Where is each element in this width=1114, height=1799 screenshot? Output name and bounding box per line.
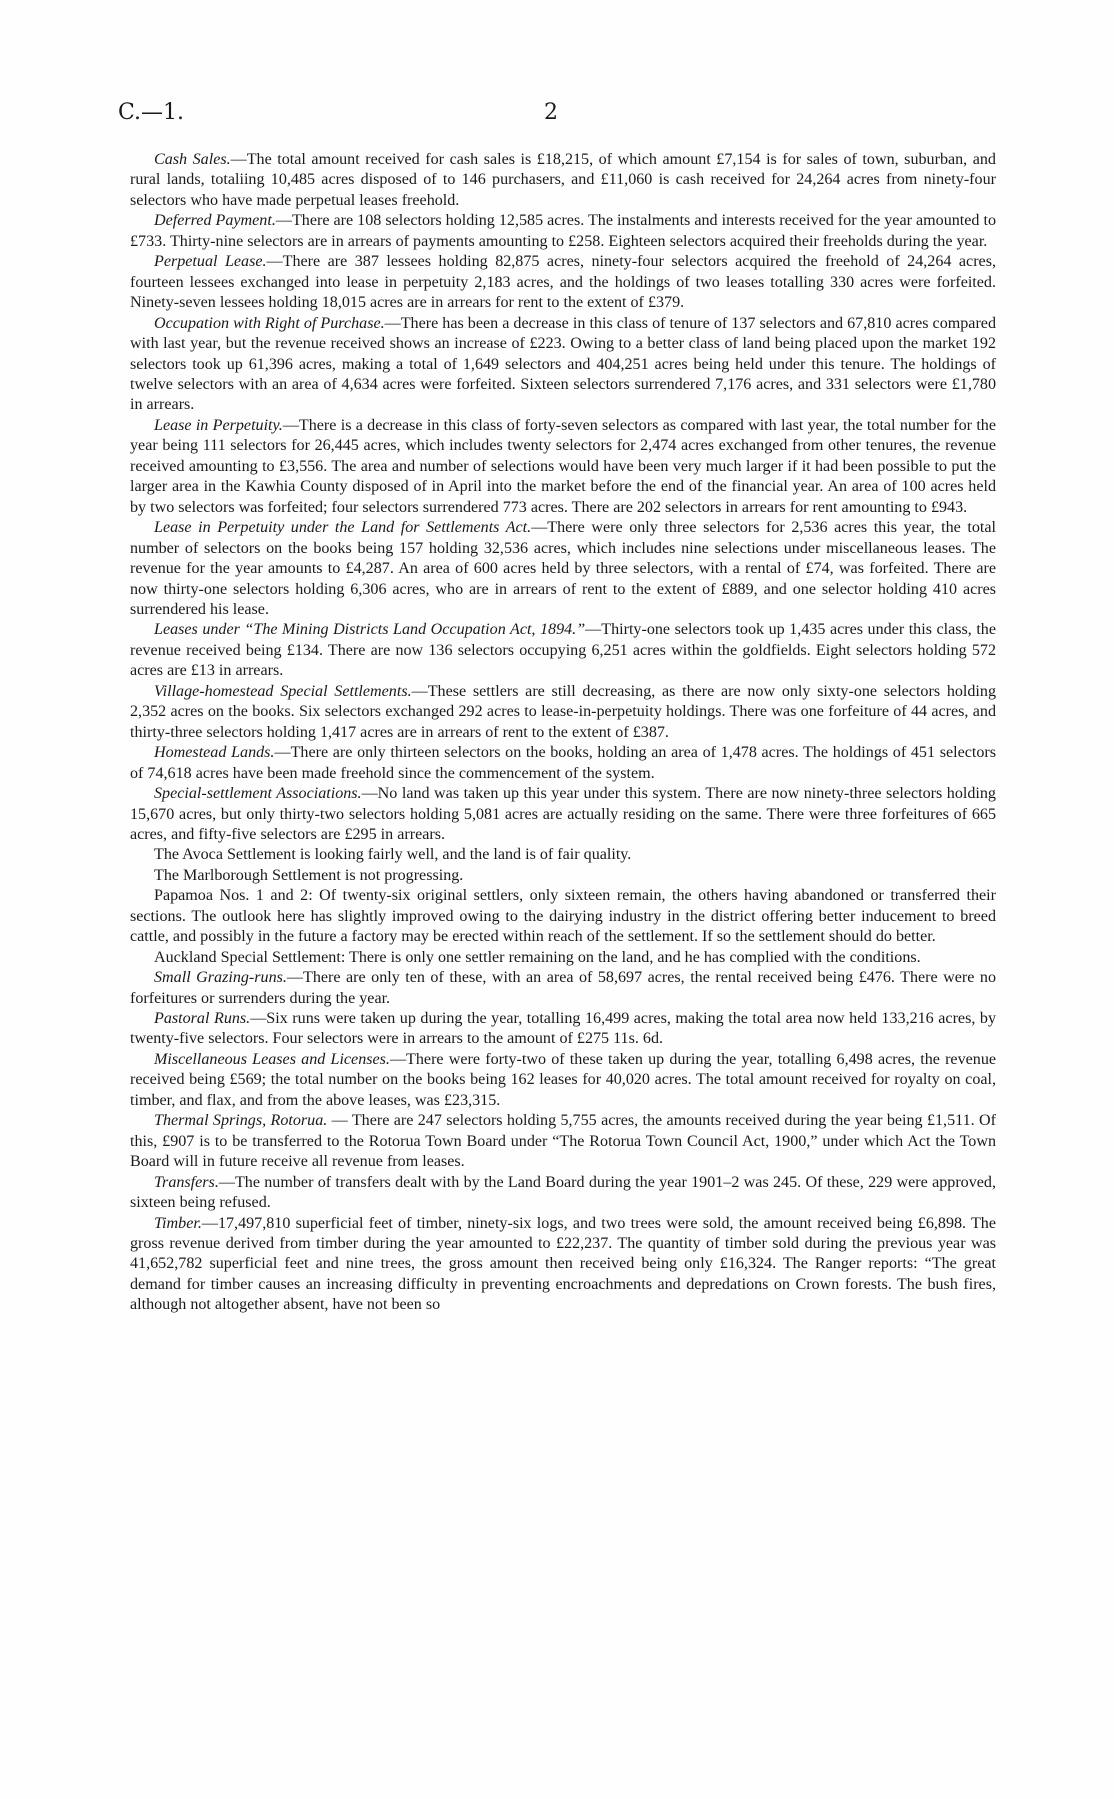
paragraph-pastoral-runs <box>130 1009 996 1050</box>
paragraph-title: Lease in Perpetuity under the Land for Settlements Act. <box>154 519 532 537</box>
paragraph-text: The Avoca Settlement is looking fairly well, and the land is of fair quality. <box>154 846 632 864</box>
paragraph-text: —No land was taken up this year under this system. There are now ninety-three selectors holding 15,670 acres, but only thirty-two selectors holding 5,081 acres are actually residing on the same. There were three forfeitures of 665 acres, and fifty-five selectors are £295 in arrears. <box>130 785 996 843</box>
paragraph-text: —Thirty-one selectors took up 1,435 acres under this class, the revenue received being £134. There are now 136 selectors occupying 6,251 acres within the goldfields. Eight selectors holding 572 acres are £13 in arrears. <box>130 621 996 680</box>
body-text <box>130 150 996 1316</box>
paragraph-title: Small Grazing-runs. <box>154 969 287 987</box>
paragraph-title: Deferred Payment. <box>154 212 276 230</box>
paragraph-small-grazing-runs <box>130 968 996 1009</box>
paragraph-text: —There are only ten of these, with an area of 58,697 acres, the rental received being £476. There were no forfeitures or surrenders during the year. <box>130 969 996 1007</box>
paragraph-text: —The total amount received for cash sales is £18,215, of which amount £7,154 is for sales of town, suburban, and rural lands, totaliing 10,485 acres disposed of to 146 purchasers, and £11,060 is cash received for 24,264 acres from ninety-four selectors who have made perpetual leases freehold. <box>130 151 996 209</box>
paragraph-cash-sales <box>130 150 996 211</box>
paragraph-text: —There has been a decrease in this class of tenure of 137 selectors and 67,810 acres compared with last year, but the revenue received shows an increase of £223. Owing to a better class of land being placed upon the market 192 selectors took up 61,396 acres, making a total of 1,649 selectors and 404,251 acres being held under this tenure. The holdings of twelve selectors with an area of 4,634 acres were forfeited. Sixteen selectors surrendered 7,176 acres, and 331 selectors were £1,780 in arrears. <box>130 314 996 414</box>
paragraph-miscellaneous-leases <box>130 1050 996 1111</box>
paragraph-papamoa <box>130 886 996 947</box>
paragraph-title: Thermal Springs, Rotorua. <box>154 1112 328 1130</box>
paragraph-title: Occupation with Right of Purchase. <box>154 314 385 332</box>
paragraph-title: Village-homestead Special Settlements. <box>154 682 412 700</box>
paragraph-text: —These settlers are still decreasing, as there are now only sixty-one selectors holding 2,352 acres on the books. Six selectors exchanged 292 acres to lease-in-perpetuity holdings. There was one forfeiture of 44 acres, and thirty-three selectors holding 1,417 acres are in arrears of rent to the extent of £387. <box>130 682 996 741</box>
paragraph-text: The Marlborough Settlement is not progressing. <box>154 866 464 884</box>
paragraph-title: Cash Sales. <box>154 151 231 168</box>
paragraph-title: Perpetual Lease. <box>154 253 267 271</box>
document-reference: C.—1. <box>118 100 185 125</box>
paragraph-thermal-springs <box>130 1111 996 1172</box>
paragraph-title: Leases under “The Mining Districts Land Occupation Act, 1894.” <box>154 621 586 639</box>
paragraph-special-settlement <box>130 784 996 845</box>
paragraph-title: Homestead Lands. <box>154 744 275 762</box>
paragraph-text: —There are only thirteen selectors on the books, holding an area of 1,478 acres. The holdings of 451 selectors of 74,618 acres have been made freehold since the commencement of the system. <box>130 744 997 782</box>
paragraph-marlborough <box>130 866 996 886</box>
page-number: 2 <box>544 100 558 125</box>
paragraph-title: Lease in Perpetuity. <box>154 416 283 434</box>
paragraph-text: —There is a decrease in this class of forty-seven selectors as compared with last year, the total number for the year being 111 selectors for 26,445 acres, which includes twenty selectors for 2,474 acres exchanged from other tenures, the revenue received amounting to £3,556. The area and number of selections would have been very much larger if it had been possible to put the larger area in the Kawhia County disposed of in April into the market before the end of the financial year. An area of 100 acres held by two selectors was forfeited; four selectors surrendered 773 acres. There are 202 selectors in arrears for rent amounting to £943. <box>130 416 996 516</box>
paragraph-text: —Six runs were taken up during the year, totalling 16,499 acres, making the total area now held 133,216 acres, by twenty-five selectors. Four selectors were in arrears to the amount of £275 11s. 6d. <box>130 1010 996 1048</box>
paragraph-text: —There were forty-two of these taken up during the year, totalling 6,498 acres, the revenue received being £569; the total number on the books being 162 leases for 40,020 acres. The total amount received for royalty on coal, timber, and flax, and from the above leases, was £23,315. <box>130 1050 997 1109</box>
paragraph-text: —There are 108 selectors holding 12,585 acres. The instalments and interests received for the year amounted to £733. Thirty-nine selectors are in arrears of payments amounting to £258. Eighteen selectors acquired their freeholds during the year. <box>130 212 996 250</box>
paragraph-title: Pastoral Runs. <box>154 1010 251 1028</box>
paragraph-village-homestead <box>130 682 996 743</box>
paragraph-mining-districts <box>130 620 996 681</box>
paragraph-avoca <box>130 845 996 865</box>
paragraph-perpetual-lease <box>130 252 996 313</box>
paragraph-text: —17,497,810 superficial feet of timber, ninety-six logs, and two trees were sold, the amount received being £6,898. The gross revenue derived from timber during the year amounted to £22,237. The quantity of timber sold during the previous year was 41,652,782 superficial feet and nine trees, the gross amount then received being only £16,324. The Ranger reports: “The great demand for timber causes an increasing difficulty in preventing encroachments and depredations on Crown forests. The bush fires, although not altogether absent, have not been so <box>130 1214 996 1314</box>
paragraph-title: Special-settlement Associations. <box>154 785 362 803</box>
paragraph-auckland-special <box>130 948 996 968</box>
paragraph-deferred-payment <box>130 211 996 252</box>
paragraph-title: Transfers. <box>154 1173 219 1191</box>
paragraph-text: —The number of transfers dealt with by the Land Board during the year 1901–2 was 245. Of these, 229 were approved, sixteen being refused. <box>130 1173 996 1212</box>
paragraph-text: Papamoa Nos. 1 and 2: Of twenty-six original settlers, only sixteen remain, the others having abandoned or transferred their sections. The outlook here has slightly improved owing to the dairying industry in the district offering better inducement to breed cattle, and possibly in the future a factory may be erected within reach of the settlement. If so the settlement should do better. <box>130 887 996 946</box>
paragraph-text: — There are 247 selectors holding 5,755 acres, the amounts received during the year being £1,511. Of this, £907 is to be transferred to the Rotorua Town Board under “The Rotorua Town Council Act, 1900,” under which Act the Town Board will in future receive all revenue from leases. <box>130 1112 996 1171</box>
paragraph-timber <box>130 1214 996 1316</box>
paragraph-text: —There were only three selectors for 2,536 acres this year, the total number of selectors on the books being 157 holding 32,536 acres, which includes nine selections under miscellaneous leases. The revenue for the year amounts to £4,287. An area of 600 acres held by three selectors, with a rental of £74, was forfeited. There are now thirty-one selectors holding 6,306 acres, who are in arrears of rent to the extent of £889, and one selector holding 410 acres surrendered his lease. <box>130 519 996 618</box>
paragraph-text: —There are 387 lessees holding 82,875 acres, ninety-four selectors acquired the freehold of 24,264 acres, fourteen lessees exchanged into lease in perpetuity 2,183 acres, and the holdings of two leases totalling 330 acres were forfeited. Ninety-seven lessees holding 18,015 acres are in arrears for rent to the extent of £379. <box>130 253 996 312</box>
paragraph-occupation-right-of-purchase <box>130 314 996 416</box>
paragraph-title: Miscellaneous Leases and Licenses. <box>154 1050 390 1068</box>
paragraph-transfers <box>130 1173 996 1214</box>
paragraph-text: Auckland Special Settlement: There is only one settler remaining on the land, and he has complied with the conditions. <box>154 948 921 966</box>
paragraph-homestead-lands <box>130 743 996 784</box>
paragraph-lease-in-perpetuity <box>130 416 996 518</box>
paragraph-land-for-settlements <box>130 518 996 620</box>
paragraph-title: Timber. <box>154 1214 202 1232</box>
